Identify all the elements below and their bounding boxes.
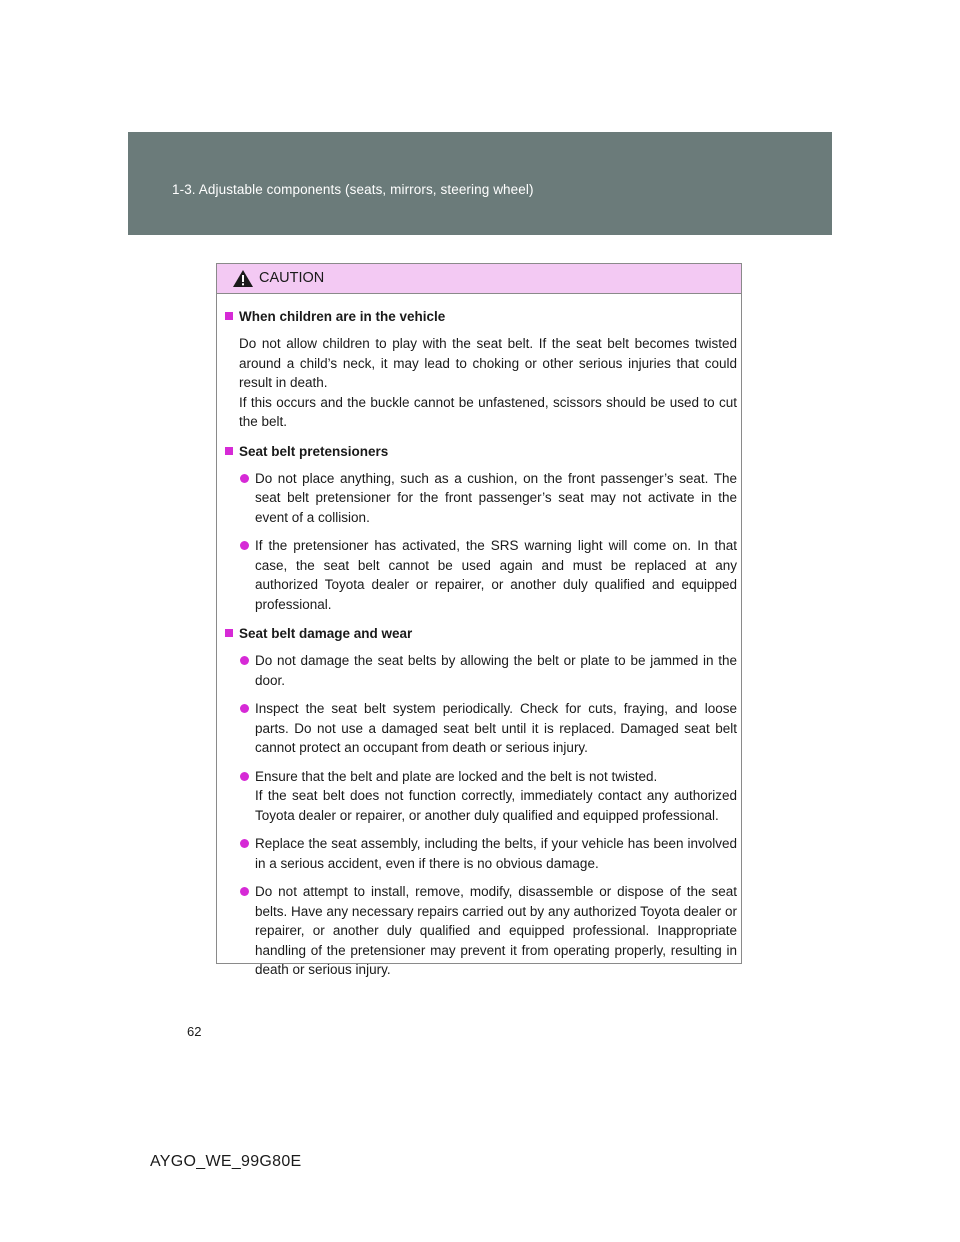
square-bullet-icon <box>225 629 233 637</box>
list-item: Replace the seat assembly, including the belts, if your vehicle has been involved in a serious accident, even if there is no obvious damage. <box>223 834 737 873</box>
list-item: Do not attempt to install, remove, modify, disassemble or dispose of the seat belts. Have any necessary repairs carried out by any authorized Toyota dealer or repairer, or another duly qualified and equipped professional. Inappropriate handling of the pretensioner may prevent it from operating properly, resulting in death or serious injury. <box>223 882 737 980</box>
round-bullet-icon <box>240 704 249 713</box>
round-bullet-icon <box>240 656 249 665</box>
paragraph: If this occurs and the buckle cannot be unfastened, scissors should be used to cut the belt. <box>239 394 737 429</box>
warning-triangle-icon <box>232 269 254 288</box>
list-item: If the pretensioner has activated, the SRS warning light will come on. In that case, the seat belt cannot be used again and must be replaced at any authorized Toyota dealer or repairer, or another duly qualified and equipped professional. <box>223 536 737 614</box>
section-pretensioners <box>223 442 737 615</box>
list-item: Do not damage the seat belts by allowing the belt or plate to be jammed in the door. <box>223 651 737 690</box>
section-children <box>223 307 737 432</box>
caution-box <box>216 263 742 977</box>
square-bullet-icon <box>225 312 233 320</box>
section-damage-wear <box>223 624 737 980</box>
paragraph: Do not allow children to play with the seat belt. If the seat belt becomes twisted around a child’s neck, it may lead to choking or other serious injuries that could result in death. <box>239 336 737 390</box>
document-code: AYGO_WE_99G80E <box>150 1153 302 1170</box>
caution-title: CAUTION <box>259 270 325 286</box>
section-heading: Seat belt pretensioners <box>223 442 737 461</box>
section-title: 1-3. Adjustable components (seats, mirrors, steering wheel) <box>172 182 534 197</box>
round-bullet-icon <box>240 839 249 848</box>
section-heading: Seat belt damage and wear <box>223 624 737 643</box>
page-number: 62 <box>187 1024 202 1039</box>
round-bullet-icon <box>240 541 249 550</box>
round-bullet-icon <box>240 474 249 483</box>
caution-body <box>217 294 741 980</box>
round-bullet-icon <box>240 772 249 781</box>
caution-header <box>217 264 741 294</box>
list-item: Ensure that the belt and plate are locked and the belt is not twisted. If the seat belt does not function correctly, immediately contact any authorized Toyota dealer or repairer, or another duly qualified and equipped professional. <box>223 767 737 826</box>
list-item: Do not place anything, such as a cushion, on the front passenger’s seat. The seat belt pretensioner for the front passenger’s seat may not activate in the event of a collision. <box>223 469 737 528</box>
section-header-band <box>128 132 832 235</box>
square-bullet-icon <box>225 447 233 455</box>
section-heading: When children are in the vehicle <box>223 307 737 326</box>
list-item: Inspect the seat belt system periodically. Check for cuts, fraying, and loose parts. Do not use a damaged seat belt until it is replaced. Damaged seat belt cannot protect an occupant from death or serious injury. <box>223 699 737 758</box>
round-bullet-icon <box>240 887 249 896</box>
